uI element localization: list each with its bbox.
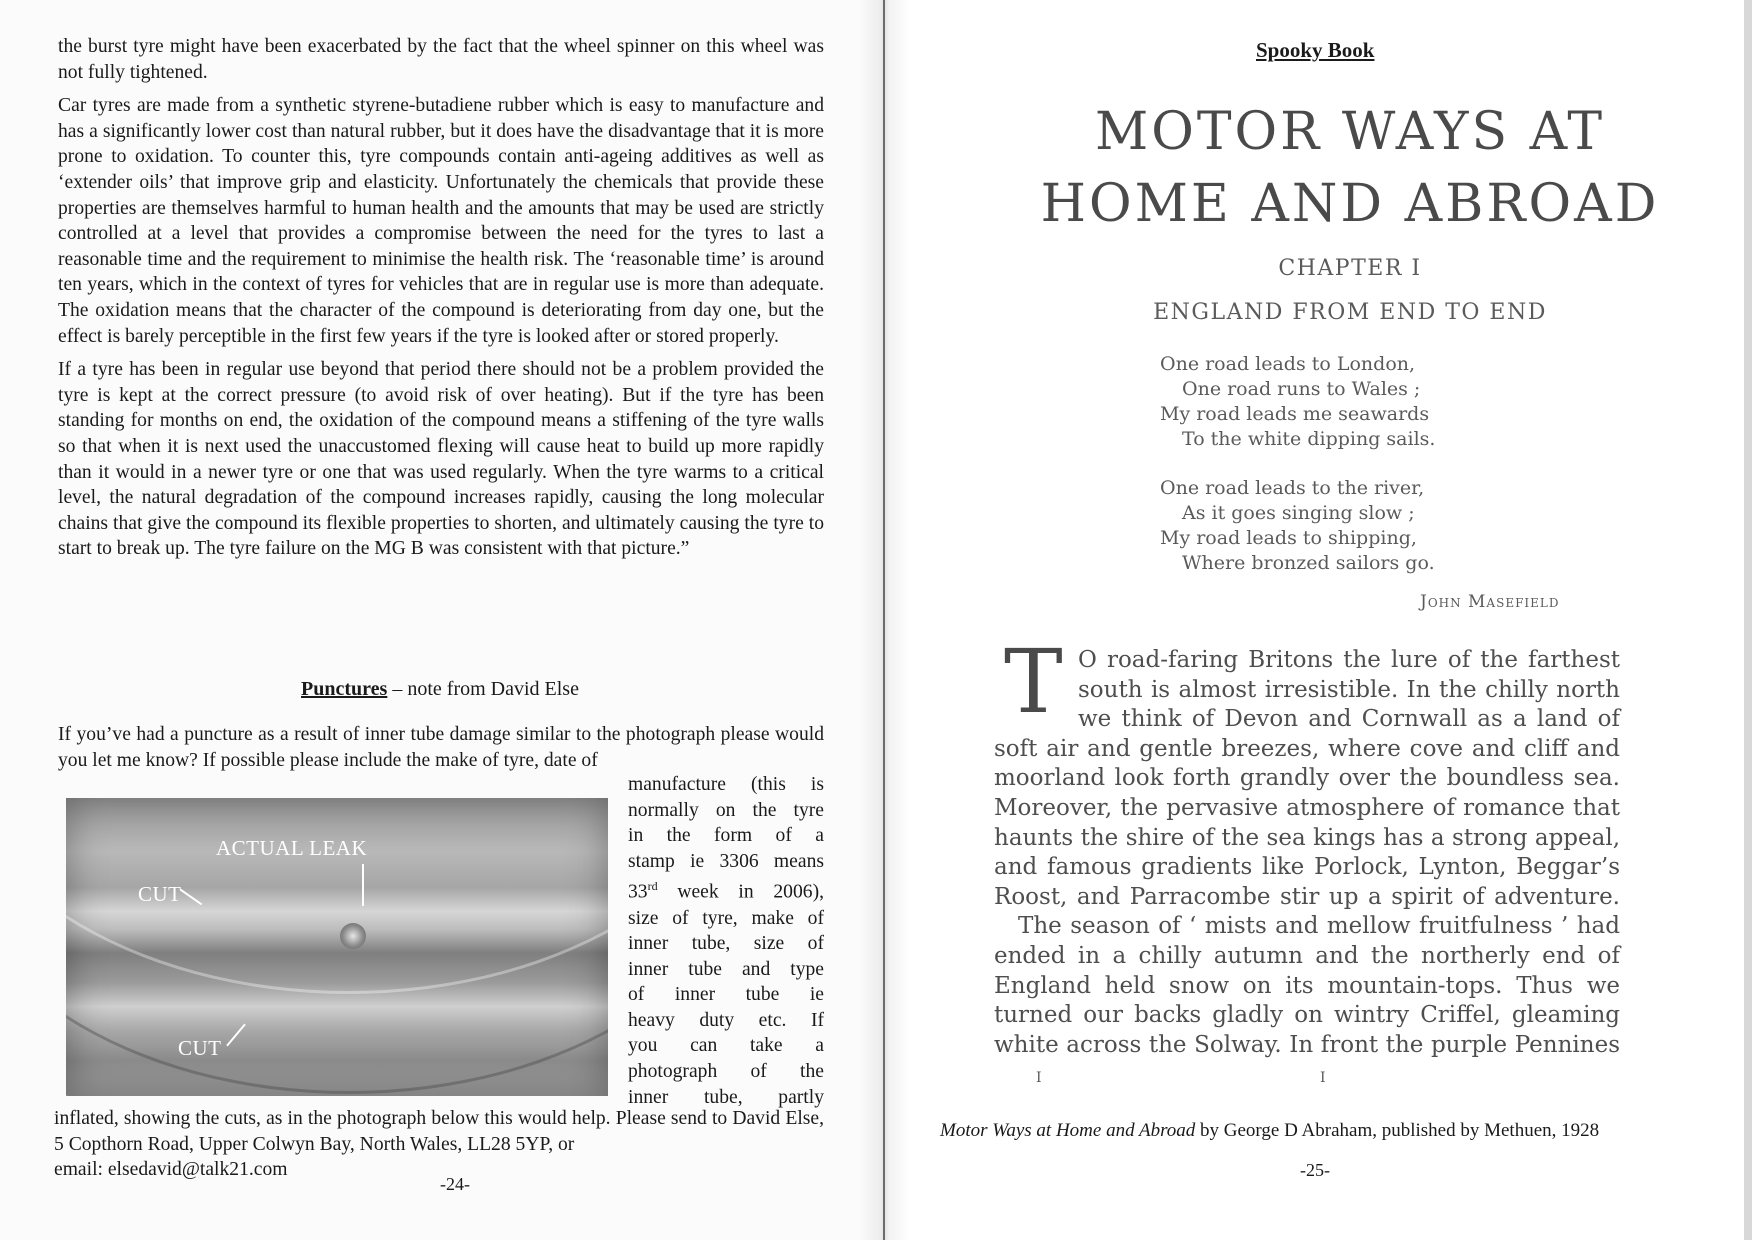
excerpt-line: Moreover, the pervasive atmosphere of romance that [994,794,1620,821]
chapter-title: ENGLAND FROM END TO END [1153,300,1547,325]
book-title-line-2: HOME AND ABROAD [1040,174,1660,234]
caption-details: by George D Abraham, published by Methuen, 1928 [1195,1120,1600,1141]
inner-tube-photo [66,798,608,1096]
side-line: inner tube and type [628,958,824,980]
cut-bottom-label: CUT [178,1036,222,1060]
cut-top-label: CUT [138,882,182,906]
side-line: size of tyre, make of [628,907,824,929]
punctures-heading [0,676,880,702]
poem-line: As it goes singing slow ; [1182,502,1415,524]
poem-line: My road leads to shipping, [1160,527,1417,549]
side-line-date-number: 33 [628,881,648,903]
book-title-line-1: MOTOR WAYS AT [1094,102,1606,162]
poem-line: Where bronzed sailors go. [1182,552,1435,574]
side-line: normally on the tyre [628,799,824,821]
spooky-book-header: Spooky Book [1256,38,1375,62]
poem-line: My road leads me seawards [1160,403,1430,425]
excerpt-line: haunts the shire of the sea kings has a strong appeal, [994,824,1620,851]
side-line: inner tube, partly [628,1086,824,1108]
excerpt-line: The season of ‘ mists and mellow fruitfulness ’ had [1018,913,1620,940]
book-excerpt [994,646,1620,1060]
page-number-right: -25- [1300,1160,1330,1180]
photo-side-text [628,772,824,1110]
caption-book-title: Motor Ways at Home and Abroad [940,1120,1196,1141]
article-body [58,34,824,570]
excerpt-line: and famous gradients like Porlock, Lynton, Beggar’s [994,854,1620,881]
contact-email: email: elsedavid@talk21.com [54,1159,288,1180]
side-line: inner tube, size of [628,933,824,955]
actual-leak-label: ACTUAL LEAK [216,836,368,860]
excerpt-line: ended in a chilly autumn and the northerly end of [994,942,1620,969]
paragraph-2: Car tyres are made from a synthetic styrene-butadiene rubber which is easy to manufacture and has a significantly lower cost than natural rubber, but it does have the disadvantage that it is more prone to oxidation. To counter this, tyre compounds contain anti-ageing additives as well as ‘extender oils’ that improve grip and elasticity. Unfortunately the chemicals that provide these properties are themselves harmful to human health and the amounts that may be used are strictly controlled at a level that provides a compromise between the need for the tyres to last a reasonable time and the requirement to minimise the health risk. The ‘reasonable time’ is around ten years, which in the context of tyres for vehicles that are in regular use is more than adequate. The oxidation means that the character of the compound is deteriorating from day one, but the effect is barely perceptible in the first few years if the tyre is looked after or stored properly. [58,95,824,347]
paragraph-1: the burst tyre might have been exacerbated by the fact that the wheel spinner on this wheel was not fully tightened. [58,36,824,83]
book-title [1000,96,1700,240]
poem-line: One road leads to the river, [1160,477,1425,499]
poem-line: One road runs to Wales ; [1182,378,1421,400]
excerpt-line: O road-faring Britons the lure of the farthest [1078,647,1620,673]
side-line-date-rest: week in 2006), [657,881,824,903]
side-line-date [628,874,824,905]
side-line: manufacture (this is [628,774,824,795]
excerpt-line: white across the Solway. In front the purple Pennines [994,1031,1620,1058]
drop-cap: T [1004,630,1063,733]
excerpt-line: we think of Devon and Cornwall as a land of [1078,706,1620,733]
paragraph-3: If a tyre has been in regular use beyond that period there should not be a problem provided the tyre is kept at the correct pressure (to avoid risk of over heating). But if the tyre has been standing for months on end, the oxidation of the compound means a stiffening of the tyre walls so that when it is next used the unaccustomed flexing will cause heat to build up more rapidly than it would in a newer tyre or one that was used regularly. When the tyre warms to a critical level, the natural degradation of the compound increases rapidly, causing the long molecular chains that give the compound its flexible properties to shorten, and ultimately causing the tyre to start to break up. The tyre failure on the MG B was consistent with that picture.” [58,359,824,560]
side-line-date-sup: rd [647,879,658,894]
poem-author: John Masefield [1420,592,1560,612]
excerpt-line: moorland look forth grandly over the boundless sea. [994,765,1620,792]
excerpt-line: south is almost irresistible. In the chilly north [1078,676,1620,703]
side-line: in the form of a [628,825,824,847]
punctures-heading-suffix: – note from David Else [387,678,579,700]
excerpt-line: Roost, and Parracombe stir up a spirit of adventure. [994,883,1620,910]
excerpt-line: soft air and gentle breezes, where cove and cliff and [994,735,1620,762]
epigraph-poem [1160,352,1560,576]
book-caption [940,1120,1740,1142]
stanza-break [1160,452,1560,476]
side-line: of inner tube ie [628,984,824,1006]
side-line: heavy duty etc. If [628,1009,824,1031]
valve-icon [340,923,366,949]
scan-mark: I [1320,1070,1326,1086]
side-line: photograph of the [628,1061,824,1083]
chapter-number: CHAPTER I [1278,256,1422,281]
punctures-paragraph: If you’ve had a puncture as a result of inner tube damage similar to the photograph please would you let me know? If possible please include the make of tyre, date of [58,724,824,771]
leak-arrow-icon [362,864,364,906]
side-line: you can take a [628,1035,824,1057]
punctures-heading-title: Punctures [301,678,388,700]
side-line: stamp ie 3306 means [628,850,824,872]
page-edge [1744,0,1752,1240]
excerpt-line: turned our backs gladly on wintry Criffel, gleaming [994,1002,1620,1029]
excerpt-line: England held snow on its mountain-tops. Thus we [994,972,1620,999]
scan-mark: I [1036,1070,1042,1086]
gutter-divider [883,0,885,1240]
poem-line: To the white dipping sails. [1182,428,1436,450]
poem-line: One road leads to London, [1160,353,1416,375]
page-number-left: -24- [440,1174,470,1194]
bottom-paragraph: inflated, showing the cuts, as in the photograph below this would help. Please send to David Else, 5 Copthorn Road, Upper Colwyn Bay, North Wales, LL28 5YP, or [54,1108,824,1155]
